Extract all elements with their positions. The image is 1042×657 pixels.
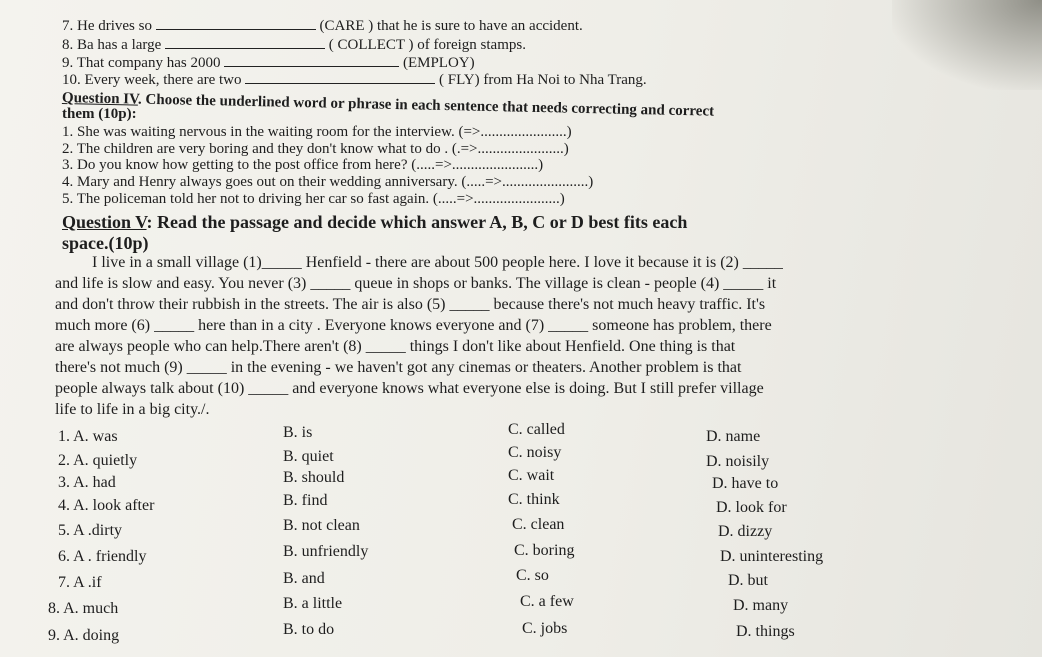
option-c[interactable]: C. noisy (508, 444, 562, 461)
item-sentence: Do you know how getting to the post office from here? (77, 157, 408, 173)
question-5-heading-cont (62, 233, 149, 253)
option-b[interactable]: B. unfriendly (283, 543, 369, 560)
word-form-item-10 (62, 71, 647, 88)
option-b[interactable]: B. should (283, 469, 345, 486)
answer-blank[interactable] (156, 17, 316, 30)
option-d[interactable]: D. many (733, 597, 789, 614)
q4-item-5 (62, 191, 565, 207)
option-b[interactable]: B. to do (283, 621, 335, 638)
option-d[interactable]: D. name (706, 428, 761, 445)
item-number: 10. (62, 72, 81, 88)
q4-item-2 (62, 141, 569, 157)
option-d[interactable]: D. noisily (706, 453, 770, 470)
answer-blank[interactable] (224, 54, 399, 67)
item-number: 9. (62, 55, 74, 71)
passage-line: people always talk about (10) _____ and everyone knows what everyone else is doing. But I still prefer village (55, 380, 764, 397)
answer-blank[interactable]: (.=>.......................) (451, 141, 569, 157)
item-number: 5. (62, 191, 74, 207)
option-c[interactable]: C. wait (508, 467, 555, 484)
question-5-heading (62, 212, 687, 232)
question-4-instruction: . Choose the underlined word or phrase in each sentence that needs correcting and correct (137, 91, 715, 120)
option-c[interactable]: C. so (516, 567, 549, 584)
item-text: That company has 2000 (76, 55, 221, 71)
item-text: He drives so (77, 18, 152, 34)
passage-line: life to life in a big city./. (55, 401, 210, 418)
question-4-heading-cont (62, 106, 137, 122)
option-a[interactable]: A. much (63, 600, 119, 617)
item-number: 7. (62, 18, 74, 34)
answer-blank[interactable] (165, 36, 325, 49)
option-a[interactable]: A. was (73, 428, 118, 445)
item-text: (CARE ) that he is sure to have an accident. (319, 18, 583, 34)
option-a[interactable]: A .dirty (73, 522, 123, 539)
item-text: (EMPLOY) (402, 55, 475, 71)
option-a[interactable]: A .if (73, 574, 102, 591)
option-number: 7. (58, 574, 70, 591)
option-c[interactable]: C. clean (512, 516, 565, 533)
option-d[interactable]: D. dizzy (718, 523, 773, 540)
answer-blank[interactable]: (.....=>.......................) (411, 157, 544, 173)
option-a[interactable]: A. quietly (73, 452, 138, 469)
option-number: 4. (58, 497, 70, 514)
option-b[interactable]: B. not clean (283, 517, 360, 534)
option-a[interactable]: A. had (73, 474, 116, 491)
answer-blank[interactable] (245, 71, 435, 84)
option-d[interactable]: D. but (728, 572, 768, 589)
option-number: 2. (58, 452, 70, 469)
passage-line: I live in a small village (1)_____ Henfield - there are about 500 people here. I love it because it is (2) _____ (92, 254, 783, 271)
item-sentence: The children are very boring and they don't know what to do . (76, 141, 449, 157)
option-number: 9. (48, 627, 60, 644)
passage-line: and life is slow and easy. You never (3) _____ queue in shops or banks. The village is clean - people (4) _____ it (55, 275, 777, 292)
option-b[interactable]: B. find (283, 492, 328, 509)
option-number: 5. (58, 522, 70, 539)
option-number: 3. (58, 474, 70, 491)
option-number: 1. (58, 428, 70, 445)
question-5-instruction: : Read the passage and decide which answer A, B, C or D best fits each (146, 212, 688, 232)
item-number: 3. (62, 157, 74, 173)
answer-blank[interactable]: (=>.......................) (458, 124, 572, 140)
item-sentence: The policeman told her not to driving her car so fast again. (76, 191, 430, 207)
passage-line: and don't throw their rubbish in the streets. The air is also (5) _____ because there's not much heavy traffic. It's (55, 296, 766, 313)
option-c[interactable]: C. boring (514, 542, 575, 559)
item-sentence: She was waiting nervous in the waiting room for the interview. (77, 124, 455, 140)
item-text: ( COLLECT ) of foreign stamps. (328, 37, 526, 53)
option-a[interactable]: A. doing (63, 627, 120, 644)
item-sentence: Mary and Henry always goes out on their wedding anniversary. (77, 174, 458, 190)
option-b[interactable]: B. a little (283, 595, 343, 612)
item-text: ( FLY) from Ha Noi to Nha Trang. (439, 72, 647, 88)
answer-blank[interactable]: (.....=>.......................) (432, 191, 565, 207)
option-d[interactable]: D. have to (712, 475, 779, 492)
item-number: 2. (62, 141, 74, 157)
item-text: Every week, there are two (84, 72, 242, 88)
q4-item-3 (62, 157, 543, 173)
question-4-label: Question IV (61, 90, 139, 108)
option-c[interactable]: C. called (508, 421, 565, 438)
option-b[interactable]: B. is (283, 424, 313, 441)
option-c[interactable]: C. think (508, 491, 560, 508)
passage-line: there's not much (9) _____ in the evening - we haven't got any cinemas or theaters. Another problem is that (55, 359, 742, 376)
option-number: 6. (58, 548, 70, 565)
option-b[interactable]: B. and (283, 570, 325, 587)
passage-line: are always people who can help.There aren't (8) _____ things I don't like about Henfield. One thing is that (55, 338, 736, 355)
option-d[interactable]: D. uninteresting (720, 548, 824, 565)
word-form-item-7 (62, 17, 583, 34)
option-d[interactable]: D. things (736, 623, 795, 640)
option-a[interactable]: A. look after (73, 497, 155, 514)
option-a[interactable]: A . friendly (73, 548, 147, 565)
passage-line: much more (6) _____ here than in a city . Everyone knows everyone and (7) _____ someone has problem, there (55, 317, 772, 334)
word-form-item-8 (62, 36, 526, 53)
question-4-heading (62, 90, 714, 120)
item-number: 1. (62, 124, 74, 140)
q4-item-4 (62, 174, 593, 190)
word-form-item-9 (62, 54, 475, 71)
page-shadow (892, 0, 1042, 90)
item-number: 4. (62, 174, 74, 190)
question-4-points: them (10p): (62, 106, 137, 122)
option-b[interactable]: B. quiet (283, 448, 334, 465)
question-5-label: Question V (62, 212, 147, 232)
option-d[interactable]: D. look for (716, 499, 787, 516)
option-c[interactable]: C. a few (520, 593, 574, 610)
q4-item-1 (62, 124, 572, 140)
option-c[interactable]: C. jobs (522, 620, 568, 637)
option-number: 8. (48, 600, 60, 617)
question-5-points: space.(10p) (62, 233, 149, 253)
item-text: Ba has a large (77, 37, 162, 53)
item-number: 8. (62, 37, 74, 53)
answer-blank[interactable]: (.....=>.......................) (461, 174, 594, 190)
